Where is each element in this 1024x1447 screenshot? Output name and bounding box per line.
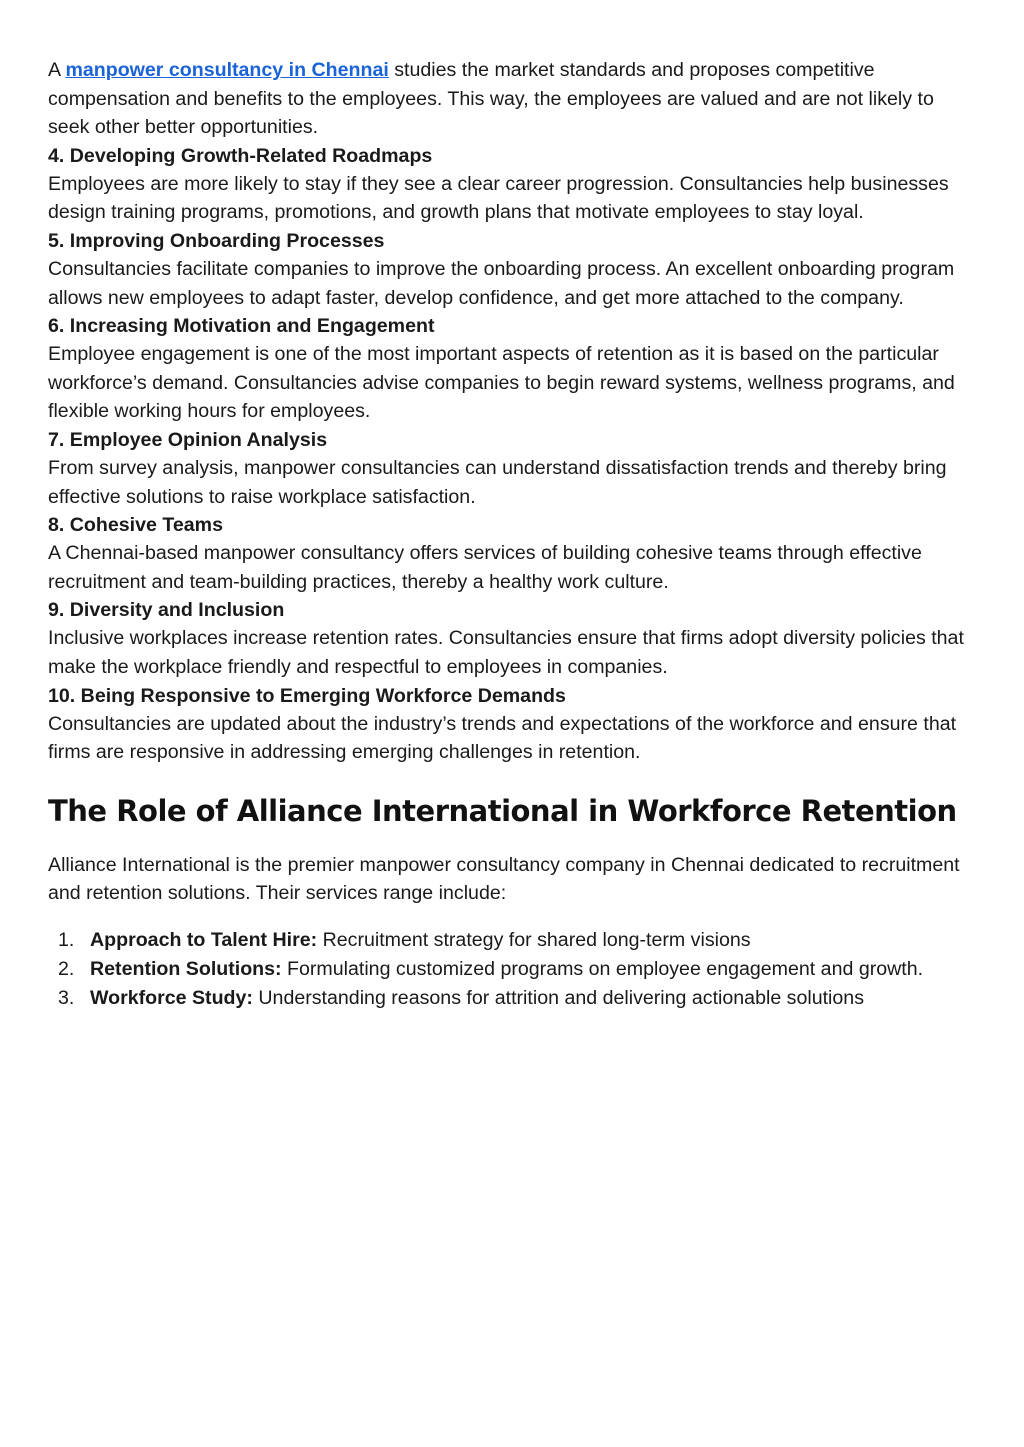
list-item-text: Recruitment strategy for shared long-term visions: [317, 928, 751, 951]
section-body-9: Inclusive workplaces increase retention rates. Consultancies ensure that firms adopt diversity policies that make the workplace friendly and respectful to employees in companies.: [48, 627, 964, 678]
document-page: [48, 56, 978, 1013]
section-body-8: A Chennai-based manpower consultancy offers services of building cohesive teams through effective recruitment and team-building practices, thereby a healthy work culture.: [48, 542, 922, 593]
list-item-number: 2.: [58, 957, 75, 980]
section-heading-10: 10. Being Responsive to Emerging Workforce Demands: [48, 684, 566, 707]
role-heading: The Role of Alliance International in Workforce Retention: [48, 793, 957, 828]
role-body: Alliance International is the premier manpower consultancy company in Chennai dedicated to recruitment and retention solutions. Their services range include:: [48, 853, 960, 905]
section-body-10: Consultancies are updated about the industry’s trends and expectations of the workforce and ensure that firms are responsive in addressing emerging challenges in retention.: [48, 712, 957, 764]
section-heading-6: 6. Increasing Motivation and Engagement: [48, 315, 435, 338]
section-body-4: Employees are more likely to stay if they see a clear career progression. Consultancies help businesses design training programs, promotions, and growth plans that motivate employees to stay loyal.: [48, 172, 949, 224]
services-list: [48, 926, 978, 1013]
section-heading-7: 7. Employee Opinion Analysis: [48, 428, 328, 451]
section-heading-9: 9. Diversity and Inclusion: [48, 599, 285, 622]
list-item-number: 3.: [58, 986, 75, 1009]
list-item-lead: Retention Solutions:: [90, 957, 282, 980]
section-body-6: Employee engagement is one of the most important aspects of retention as it is based on the particular workforce’s demand. Consultancies advise companies to begin reward systems, wellness programs, and flexible working hours for employees.: [48, 343, 955, 423]
section-body-5: Consultancies facilitate companies to improve the onboarding process. An excellent onboarding program allows new employees to adapt faster, develop confidence, and get more attached to the company.: [48, 257, 955, 309]
section-heading-4: 4. Developing Growth-Related Roadmaps: [48, 144, 433, 167]
intro-prefix: A: [48, 59, 66, 81]
list-item-number: 1.: [58, 928, 75, 951]
list-item-text: Formulating customized programs on employee engagement and growth.: [281, 957, 924, 980]
list-item: [48, 955, 978, 984]
list-item: [48, 984, 978, 1013]
section-heading-8: 8. Cohesive Teams: [48, 514, 223, 537]
section-heading-5: 5. Improving Onboarding Processes: [48, 229, 385, 252]
intro-suffix: studies the market standards and proposes competitive compensation and benefits to the employees. This way, the employees are valued and are not likely to seek other better opportunities.: [48, 59, 934, 139]
intro-paragraph: [48, 56, 978, 142]
list-item-text: Understanding reasons for attrition and delivering actionable solutions: [252, 986, 864, 1009]
section-body-7: From survey analysis, manpower consultancies can understand dissatisfaction trends and thereby bring effective solutions to raise workplace satisfaction.: [48, 456, 947, 508]
list-item-lead: Approach to Talent Hire:: [90, 928, 318, 951]
list-item-lead: Workforce Study:: [90, 986, 253, 1009]
list-item: [48, 926, 978, 955]
manpower-consultancy-link[interactable]: manpower consultancy in Chennai: [65, 59, 389, 81]
